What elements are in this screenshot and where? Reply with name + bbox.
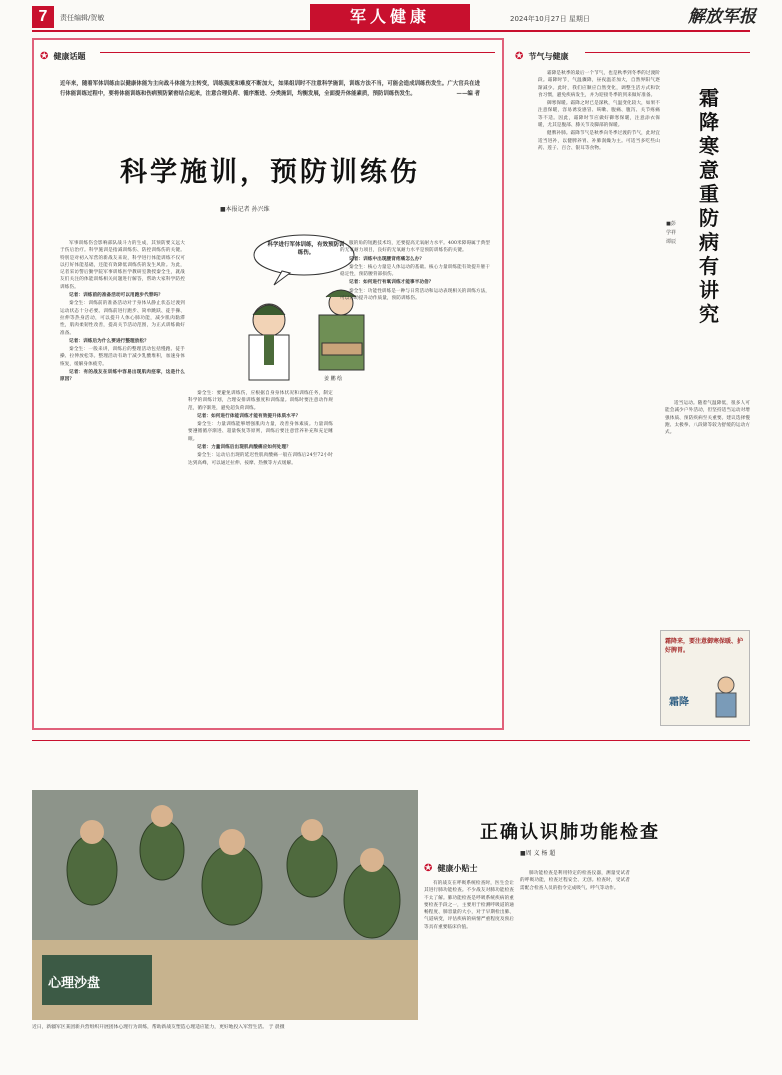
editor-credit: 责任编辑/贺敏 bbox=[60, 14, 105, 22]
soldiers-photo bbox=[32, 790, 418, 1020]
header-rule bbox=[32, 30, 750, 32]
lung-text-col1 bbox=[424, 880, 514, 1030]
article-title: 科学施训，预防训练伤 bbox=[120, 157, 420, 188]
paragraph: 秦全生：训练前的准备活动对于身体从静止状态过渡到运动状态十分必要。训练前进行跑步、简单跳跃、徒手操、拉伸等热身活动，可以提升人体心肺功能，减少肌肉黏滞性，肌肉柔韧性改善，提高关节活动范围，为正式训练做好准备。 bbox=[60, 301, 185, 336]
photo-caption: 近日，新疆军区某团新兵营组织开展团体心理行为训练，帮助新战友塑造心理适应能力，更好地投入军营生活。 于 晨摄 bbox=[32, 1025, 285, 1030]
paragraph: 记者：如何进行有氧训练才能事半功倍？ bbox=[349, 280, 434, 286]
right-column-rule bbox=[585, 52, 750, 53]
article-column-1 bbox=[60, 240, 185, 720]
paragraph: 秦全生：功能性训练是一种与日常活动和运动表现相关的训练方法，可以帮助提升动作质量，预防训练伤。 bbox=[340, 288, 490, 302]
paragraph: 秦全生：核心力量是人体运动的基础。核心力量训练能有效提升躯干稳定性，预防腰背部损伤。 bbox=[340, 264, 490, 278]
paragraph: 记者：如何进行体能训练才能有效提升体质水平？ bbox=[197, 413, 301, 419]
illustration-credit: 姜 鹏 绘 bbox=[324, 376, 343, 382]
paragraph: 记者：力量训练后出现肌肉酸痛应如何处理？ bbox=[197, 445, 291, 451]
solar-term-text-col2 bbox=[665, 400, 750, 625]
paragraph: 记者：训练后为什么要进行整理放松？ bbox=[69, 338, 149, 344]
paragraph: 军事训练伤会影响部队战斗力的生成，其预防要义远大于伤后治疗。科学施训是指减训练伤、防控训练伤的关键。特别是对初入军营的新战友来说，科学进行体能训练不仅可以打好体能基础，还能有效降低训练伤的发生风险。为此，记者采访警后勤学院军事训练医学教研室教授秦全生，就战友们关注的体能训练相关问题进行解答，帮助大家科学防控训练伤。 bbox=[60, 241, 185, 290]
paragraph: 健脾补肺。霜降节气是秋季向冬季过渡的节气，此时宜适当进补，以健脾养胃、补肺润燥为主。可适当多吃些山药、莲子、百合、银耳等食物。 bbox=[538, 131, 660, 151]
intro-sign: ——编 者 bbox=[456, 90, 480, 97]
solar-term-byline: ■彭学祥 谭辰 bbox=[665, 221, 676, 245]
bottom-rule bbox=[32, 740, 750, 741]
poster-text: 霜降来，要注意御寒保暖、护好脾胃。 bbox=[665, 638, 744, 654]
column-tag-health: ✪ 健康话题 bbox=[40, 51, 86, 62]
lung-text-col2 bbox=[520, 870, 630, 1030]
poster-label: 霜降 bbox=[669, 697, 689, 708]
article-column-2 bbox=[188, 390, 333, 720]
lung-text-col3 bbox=[640, 860, 750, 1030]
masthead-logo: 解放军报 bbox=[688, 7, 756, 27]
paragraph: 记者：有的战友在训练中容易出现肌肉痉挛，这是什么原因？ bbox=[60, 370, 185, 383]
paragraph: 御寒保暖。霜降之时已是深秋，气温变化较大，如果不注意保暖，容易诱发感冒、咳嗽、腹痛、腹泻、关节疼痛等不适。因此，霜降时节应做好御寒保暖，注意添衣保暖，尤其是腹部、膝关节及脚部的保暖。 bbox=[538, 101, 660, 129]
paragraph: 服的角的短跑技术均，还要提高无氧耐力水平。400米障碍属于典型的无氧耐力项目，良好的无氧耐力水平是预防训练伤的关键。 bbox=[340, 241, 490, 254]
lung-article-byline: ■周 义 杨 超 bbox=[520, 850, 556, 857]
paragraph: 秦全生：运动后出现的延迟性肌肉酸痛一般在训练后24至72小时达到高峰，可以通过拉伸、按摩、热敷等方式缓解。 bbox=[188, 453, 333, 466]
paragraph: 记者：训练前的准备活动可以用跑步代替吗？ bbox=[69, 293, 163, 299]
paragraph: 秦全生：一般来讲，训练后的整理活动包括慢跑、徒手操、拉伸放松等。整理活动有助于减少乳酸堆积，加速身体恢复，缓解身体疲劳。 bbox=[60, 347, 185, 367]
paragraph: 有的战友在呼吸系统检查时，医生会让其进行肺功能检查。不少战友对肺功能检查不太了解。肺功能检查是呼吸系统疾病的重要检查手段之一，主要用于检测呼吸道的通畅程度、肺容量的大小，对于早期检出肺、气道病变，评估疾病的病情严重程度及预后等具有重要临床价值。 bbox=[424, 881, 514, 930]
solar-term-title: 霜降寒意重 防病有讲究 bbox=[699, 86, 719, 326]
paragraph: 秦全生：要避免训练伤，应根据自身身体状况和训练任务，制定科学的训练计划，合理安排训练强度和训练量。训练时要注意动作规范，循序渐进，避免超负荷训练。 bbox=[188, 391, 333, 411]
photo-label: 心理沙盘 bbox=[48, 976, 101, 991]
paragraph: 适当运动。随着气温降低，很多人可能会减少户外活动，但坚持适当运动对增强体质、预防疾病至关重要。建议选择慢跑、太极拳、八段锦等较为舒缓的运动方式。 bbox=[665, 401, 750, 436]
solar-term-text-col1 bbox=[538, 70, 660, 630]
speech-bubble-text: 科学进行军体训练，有效预防训练伤。 bbox=[267, 242, 345, 256]
section-title: 军人健康 bbox=[310, 4, 470, 30]
column-rule bbox=[100, 52, 495, 53]
star-icon: ✪ bbox=[424, 863, 433, 874]
frost-poster bbox=[660, 630, 750, 726]
lung-article-title: 正确认识肺功能检查 bbox=[480, 822, 660, 843]
paragraph: 霜降是秋季的最后一个节气，也是秋季到冬季的过渡阶段。霜降时节，气温骤降，昼夜温差加大，自然界阳气逐渐减少。此时，我们应顺应自然变化，调整生活方式和饮食习惯，避免疾病发生，并为迎接冬季的到来做好准备。 bbox=[538, 71, 660, 98]
star-icon: ✪ bbox=[40, 51, 49, 62]
publication-date: 2024年10月27日 星期日 bbox=[510, 15, 590, 23]
article-byline: ■本报记者 孙兴维 bbox=[220, 206, 270, 213]
tip-tag: ✪ 健康小贴士 bbox=[424, 863, 478, 874]
column-tag-solar-term: ✪ 节气与健康 bbox=[515, 51, 569, 62]
page-number: 7 bbox=[32, 6, 54, 28]
paragraph: 秦全生：力量训练能够增强肌肉力量，改善身体素质。力量训练要遵循循序渐进、超量恢复等原则，训练后要注意营养补充和充足睡眠。 bbox=[188, 422, 333, 442]
paragraph: 肺功能检查是利用特定的检查仪器，测量受试者的呼吸功能，检查过程安全、无创。检查时，受试者需配合检查人员的指令完成吸气、呼气等动作。 bbox=[520, 871, 630, 891]
paragraph: 记者：训练中出现腰背疼痛怎么办？ bbox=[349, 256, 425, 262]
article-intro: 近年来，随着军体训练由以健康体能为主向战斗体能为主转变，训练强度和难度不断加大，如果组训时不注意科学施训，训练方法不当，可能会造成训练伤发生。广大官兵在进行体能训练过程中，要将体能训练和伤病预防紧密结合起来，注意合理负荷、循序渐进、分类施训，均衡发展，全面提升体能素质，预防训练伤发生。 ——编 者 bbox=[60, 80, 480, 99]
article-column-3 bbox=[340, 240, 490, 720]
star-icon: ✪ bbox=[515, 51, 524, 62]
